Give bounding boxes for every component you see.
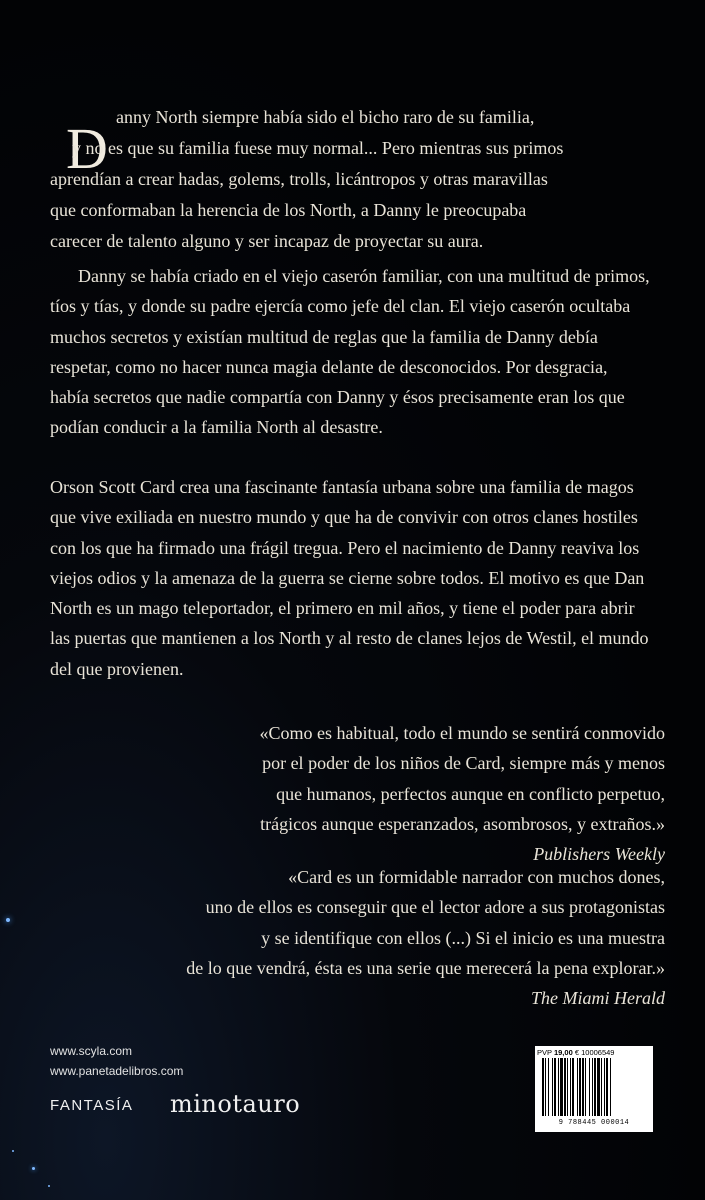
quote-line: trágicos aunque esperanzados, asombrosos, y extraños.»: [260, 813, 665, 834]
website-link[interactable]: www.panetadelibros.com: [50, 1064, 184, 1078]
quote-source: Publishers Weekly: [533, 844, 665, 865]
quote-source: The Miami Herald: [531, 988, 665, 1009]
barcode-label: [535, 1046, 653, 1132]
quote-line: «Card es un formidable narrador con muchos dones,: [288, 867, 665, 887]
product-code: 10006549: [581, 1048, 615, 1057]
blurb-line: y no es que su familia fuese muy normal... Pero mientras sus primos: [72, 138, 564, 158]
barcode-bar: [601, 1058, 602, 1116]
barcode-bar: [567, 1058, 568, 1116]
barcode-bar: [545, 1058, 546, 1116]
barcode-bar: [610, 1058, 611, 1116]
drop-cap: D: [66, 116, 108, 181]
barcode-bar: [594, 1058, 596, 1116]
star-decoration: [6, 918, 10, 922]
blurb-paragraph-3: Orson Scott Card crea una fascinante fantasía urbana sobre una familia de magos que vive exiliada en nuestro mundo y que ha de convivir con otros clanes hostiles con los que ha firmado una frágil tregua. Pero el nacimiento de Danny reaviva los viejos odios y la amenaza de la guerra se cierne sobre todos. El motivo es que Dan North es un mago teleportador, el primero en mil años, y tiene el poder para abrir las puertas que mantienen a los North y al resto de clanes lejos de Westil, el mundo del que provienen.: [50, 477, 649, 679]
barcode-bar: [579, 1058, 581, 1116]
barcode-bar: [558, 1058, 559, 1116]
star-decoration: [12, 1150, 14, 1152]
barcode-bar: [554, 1058, 556, 1116]
quote-line: por el poder de los niños de Card, siempre más y menos: [262, 753, 665, 774]
blurb-first-line: anny North siempre había sido el bicho raro de su familia,: [116, 107, 535, 127]
barcode-bar: [592, 1058, 593, 1116]
barcode-bar: [606, 1058, 608, 1116]
barcode-bar: [582, 1058, 584, 1116]
star-decoration: [32, 1167, 35, 1170]
blurb-line: carecer de talento alguno y ser incapaz de proyectar su aura.: [50, 231, 484, 251]
isbn-number: 9 788445 000014: [558, 1119, 630, 1127]
barcode-bar: [589, 1058, 590, 1116]
review-quote-1: [65, 718, 665, 869]
quote-line: uno de ellos es conseguir que el lector adore a sus protagonistas: [205, 897, 665, 918]
barcode-bar: [585, 1058, 586, 1116]
price-row: [537, 1048, 651, 1057]
price-value: 19,00: [553, 1048, 573, 1057]
quote-line: «Como es habitual, todo el mundo se sentirá conmovido: [259, 723, 665, 743]
blurb-line: que conformaban la herencia de los North, a Danny le preocupaba: [50, 200, 527, 220]
barcode-bar: [560, 1058, 563, 1116]
barcode-bar: [577, 1058, 578, 1116]
barcode-bar: [597, 1058, 600, 1116]
barcode-bar: [564, 1058, 566, 1116]
quote-line: que humanos, perfectos aunque en conflicto perpetuo,: [276, 783, 665, 804]
barcode-bar: [552, 1058, 553, 1116]
barcode-bar: [542, 1058, 544, 1116]
quote-line: y se identifique con ellos (...) Si el inicio es una muestra: [261, 927, 665, 948]
publisher-logo: minotauro: [170, 1090, 301, 1118]
barcode-bar: [604, 1058, 605, 1116]
barcode-bar: [572, 1058, 574, 1116]
price-label: PVP: [537, 1048, 552, 1057]
blurb-paragraph-2: Danny se había criado en el viejo caserón familiar, con una multitud de primos, tíos y tías, y donde su padre ejercía como jefe del clan. El viejo caserón ocultaba muchos secretos y existían multitud de reglas que la familia de Danny debía respetar, como no hacer nunca magia delante de desconocidos. Por desgracia, había secretos que nadie compartía con Danny y ésos precisamente eran los que podían conducir a la familia North al desastre.: [50, 266, 650, 438]
barcode-icon: [541, 1058, 647, 1116]
blurb-paragraph-1: [50, 102, 650, 257]
star-decoration: [48, 1185, 50, 1187]
price-currency: €: [574, 1048, 580, 1057]
quote-line: de lo que vendrá, ésta es una serie que merecerá la pena explorar.»: [186, 957, 665, 978]
genre-label: FANTASÍA: [50, 1097, 134, 1114]
review-quote-2: [25, 862, 665, 1013]
website-link[interactable]: www.scyla.com: [50, 1044, 133, 1058]
barcode-bar: [570, 1058, 571, 1116]
blurb-line: aprendían a crear hadas, golems, trolls, licántropos y otras maravillas: [50, 169, 548, 189]
barcode-bar: [548, 1058, 549, 1116]
